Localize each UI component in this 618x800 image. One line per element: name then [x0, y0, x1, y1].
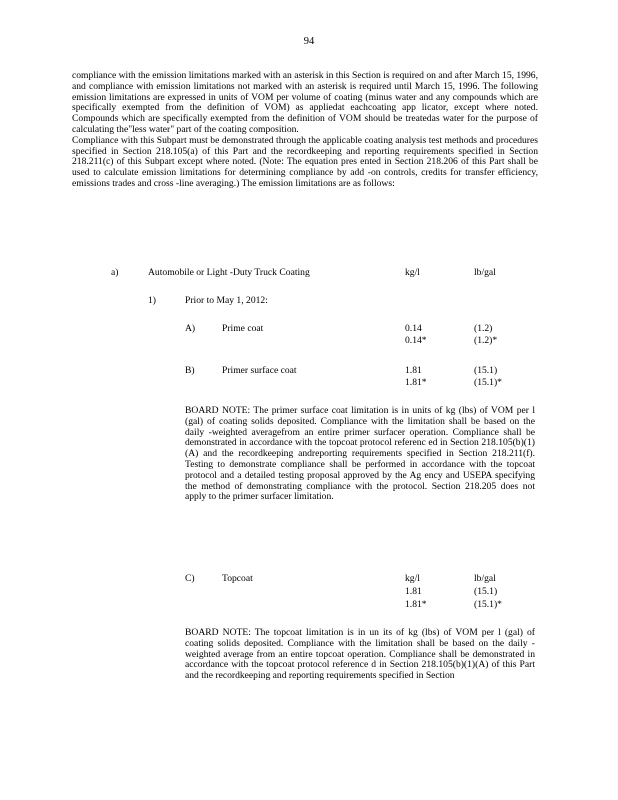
page-number: 94: [303, 36, 315, 47]
item-b-lb-1: (15.1): [474, 365, 498, 376]
item-c-title: Topcoat: [222, 573, 253, 584]
item-a-kg-2: 0.14*: [405, 335, 427, 346]
item-c-letter: C): [185, 573, 195, 584]
item-c-kg-1: 1.81: [405, 586, 422, 597]
item-c-lb-1: (15.1): [474, 586, 498, 597]
item-b-kg-2: 1.81*: [405, 377, 427, 388]
item-a-lb-1: (1.2): [474, 323, 493, 334]
section-a-unit-lb: lb/gal: [474, 267, 496, 278]
subsection-1-number: 1): [148, 295, 156, 306]
item-c-unit-lb: lb/gal: [474, 573, 496, 584]
board-note-primer: BOARD NOTE: The primer surface coat limitation is in units of kg (lbs) of VOM per l (gal) of coating solids deposited. Compliance with the limitation shall be based on the daily -weighted averagefrom an entire primer surfacer operation. Compliance shall be demonstrated in accordance with the topcoat protocol referenc ed in Section 218.105(b)(1)(A) and the recordkeeping andreporting requirements specified in Section 218.211(f). Testing to demonstrate compliance shall be performed in accordance with the topcoat protocol and a detailed testing proposal approved by the Ag ency and USEPA specifying the method of demonstrating compliance with the protocol. Section 218.205 does not apply to the primer surfacer limitation.: [185, 405, 535, 503]
intro-paragraph-1: compliance with the emission limitations marked with an asterisk in this Section is required on and after March 15, 1996, and compliance with emission limitations not marked with an asterisk is required until March 15, 1996. The following emission limitations are expressed in units of VOM per volume of coating (minus water and any compounds which are specifically exempted from the definition of VOM) as appliedat eachcoating app licator, except where noted. Compounds which are specifically exempted from the definition of VOM should be treatedas water for the purpose of calculating the"less water" part of the coating composition.: [72, 70, 538, 135]
section-a-title: Automobile or Light -Duty Truck Coating: [148, 267, 310, 278]
section-a-letter: a): [111, 267, 119, 278]
item-a-lb-2: (1.2)*: [474, 335, 498, 346]
item-a-title: Prime coat: [222, 323, 264, 334]
item-b-lb-2: (15.1)*: [474, 377, 502, 388]
item-a-letter: A): [185, 323, 196, 334]
item-c-unit-kg: kg/l: [405, 573, 420, 584]
intro-text: [72, 71, 538, 190]
item-a-kg-1: 0.14: [405, 323, 422, 334]
item-b-title: Primer surface coat: [222, 365, 297, 376]
subsection-1-title: Prior to May 1, 2012:: [185, 295, 268, 306]
item-c-lb-2: (15.1)*: [474, 599, 502, 610]
section-a-unit-kg: kg/l: [405, 267, 420, 278]
item-b-letter: B): [185, 365, 195, 376]
intro-paragraph-2: Compliance with this Subpart must be demonstrated through the applicable coating analysis test methods and procedures specified in Section 218.105(a) of this Part and the recordkeeping and reporting requirements specified in Section 218.211(c) of this Subpart except where noted. (Note: The equation pres ented in Section 218.206 of this Part shall be used to calculate emission limitations for determining compliance by add -on controls, credits for transfer efficiency, emissions trades and cross -line averaging.) The emission limitations are as follows:: [72, 134, 538, 189]
item-c-kg-2: 1.81*: [405, 599, 427, 610]
item-b-kg-1: 1.81: [405, 365, 422, 376]
board-note-topcoat: BOARD NOTE: The topcoat limitation is in un its of kg (lbs) of VOM per l (gal) of coating solids deposited. Compliance with the limitation shall be based on the daily -weighted average from an entire topcoat operation. Compliance shall be demonstrated in accordance with the topcoat protocol reference d in Section 218.105(b)(1)(A) of this Part and the recordkeeping and reporting requirements specified in Section: [185, 627, 535, 682]
